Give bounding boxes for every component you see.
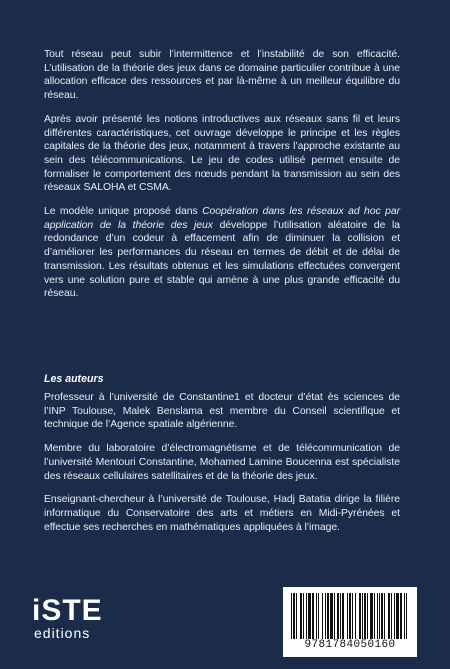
barcode-bar	[303, 593, 304, 639]
blurb-paragraph-2: Après avoir présenté les notions introductives aux réseaux sans fil et leurs différentes caractéristiques, cet ouvrage développe le principe et les règles capitales de la théorie des jeux, notamment à travers l’approche existante au sein des télécommunications. Le jeu de codes utilisé permet ensuite de formaliser le comportement des nœuds pendant la transmission au sein des réseaux SALOHA et CSMA.	[44, 113, 400, 194]
barcode-bar	[406, 593, 407, 639]
barcode-bar	[396, 593, 399, 639]
authors-heading: Les auteurs	[44, 373, 104, 385]
barcode-bar	[367, 593, 368, 639]
barcode-bar	[334, 593, 335, 639]
barcode-bar	[370, 593, 373, 639]
barcode-bar	[355, 593, 356, 639]
barcode-bar	[374, 593, 375, 639]
author-bio-2: Membre du laboratoire d’électromagnétisme et de télécommunication de l’université Mentouri Constantine, Mohamed Lamine Boucenna est spécialiste des réseaux cellulaires satellitaires et de la théorie des jeux.	[44, 443, 400, 482]
barcode-bar	[349, 593, 351, 639]
barcode-bar	[377, 593, 378, 639]
barcode-bar	[312, 593, 314, 639]
barcode-bar	[337, 593, 339, 639]
cover-blurb	[44, 48, 400, 311]
barcode-bar	[347, 593, 348, 639]
barcode-bars	[291, 593, 409, 639]
barcode-bar	[362, 593, 363, 639]
barcode-bar	[325, 593, 326, 639]
publisher-logo	[32, 596, 136, 644]
barcode-bar	[308, 593, 311, 639]
barcode-bar	[391, 593, 392, 639]
barcode-bar	[340, 593, 341, 639]
blurb-paragraph-3	[44, 205, 400, 301]
authors-section	[44, 373, 400, 544]
barcode-bar	[327, 593, 329, 639]
barcode-bar	[291, 593, 292, 639]
barcode-bar	[379, 593, 380, 639]
blurb-p3-rest: développe l’utilisation aléatoire de la redondance d’un codeur à effacement afin de diminuer la collision et d’améliorer les performances du réseau en termes de débit et de délai de transmission. Les résultats obtenus et les simulations effectuées convergent vers une solution pure et stable qui amène à une plus grande efficacité du réseau.	[44, 219, 400, 300]
book-title-italic: Coopération dans les réseaux ad hoc par application de la théorie des jeux	[44, 206, 400, 231]
barcode-bar	[404, 593, 405, 639]
author-bio-3: Enseignant-chercheur à l’université de Toulouse, Hadj Batatia dirige la filière informatique du Conservatoire des arts et métiers en Midi-Pyrénées et effectue ses recherches en mathématiques appliquées à l’image.	[44, 494, 400, 533]
barcode-bar	[330, 593, 333, 639]
barcode-bar	[400, 593, 402, 639]
isbn-number: 9781784050160	[304, 639, 396, 651]
barcode-bar	[300, 593, 302, 639]
blurb-paragraph-1: Tout réseau peut subir l’intermittence et l’instabilité de son efficacité. L’utilisation de la théorie des jeux dans ce domaine particulier contribue à une allocation efficace des ressources et par là-même à un meilleur équilibre du réseau.	[44, 49, 400, 102]
logo-wordmark: iSTE	[32, 594, 103, 627]
barcode-bar	[364, 593, 366, 639]
barcode-bar	[296, 593, 297, 639]
barcode-bar	[381, 593, 383, 639]
author-bio-1: Professeur à l’université de Constantine1 et docteur d’état ès sciences de l’INP Toulouse, Malek Benslama est membre du Conseil scientifique et technique de l’Agence spatiale algérienne.	[44, 392, 400, 431]
barcode-bar	[342, 593, 344, 639]
barcode-bar	[394, 593, 395, 639]
blurb-p3-intro: Le modèle unique proposé dans	[44, 206, 203, 218]
logo-subtext: editions	[34, 625, 91, 641]
barcode-bar	[322, 593, 323, 639]
isbn-barcode	[283, 587, 417, 657]
barcode-bar	[316, 593, 317, 639]
barcode-bar	[293, 593, 295, 639]
barcode-bar	[384, 593, 385, 639]
barcode-bar	[318, 593, 319, 639]
barcode-bar	[388, 593, 390, 639]
barcode-bar	[306, 593, 307, 639]
barcode-bar	[352, 593, 353, 639]
barcode-bar	[359, 593, 361, 639]
